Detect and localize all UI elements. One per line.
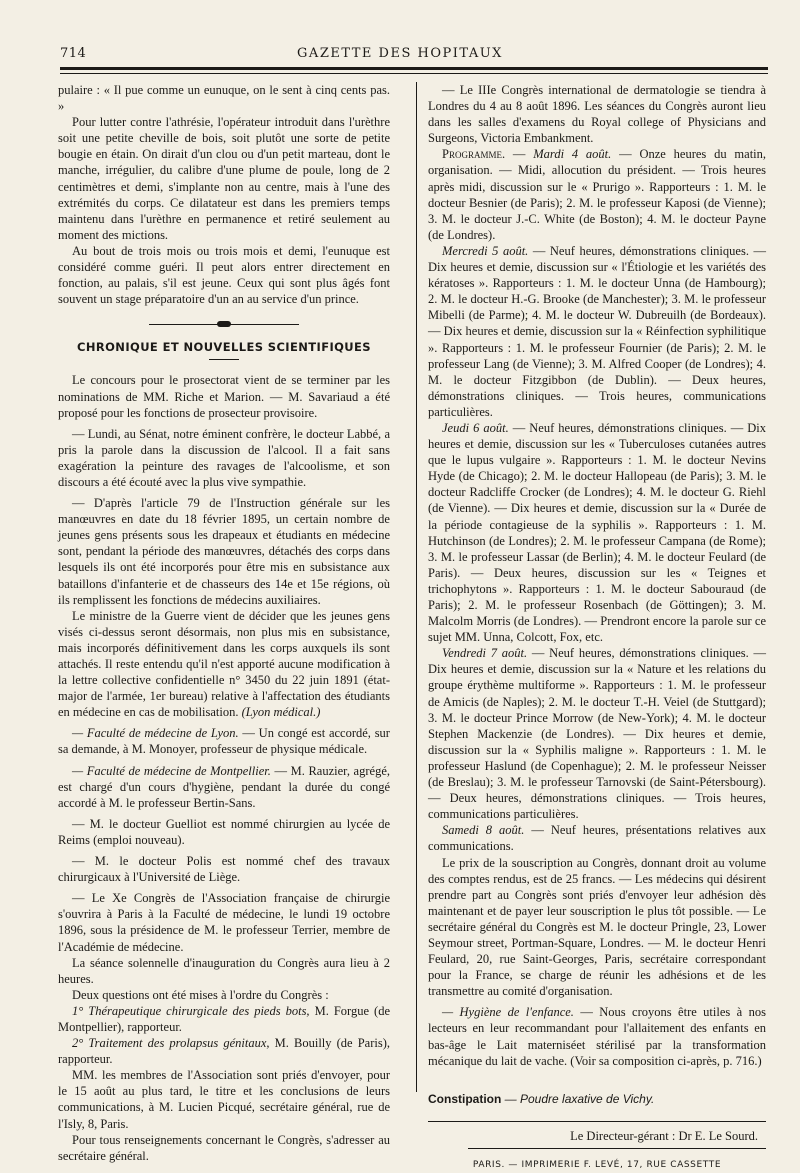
paragraph: — Le IIIe Congrès international de dermatologie se tiendra à Londres du 4 au 8 août 1896. Les séances du Congrès auront lieu dans les salles d'examens du Royal college of Physicians and Surgeons, Victoria Embankment. — [428, 83, 766, 146]
question-title: 2° Traitement des prolapsus génitaux, — [72, 1036, 270, 1051]
program-label: Programme. — [442, 147, 506, 162]
paragraph — [58, 608, 390, 721]
notice-rule — [428, 1121, 766, 1122]
news-title: — Faculté de médecine de Lyon. — [72, 726, 239, 741]
paragraph-text: — Neuf heures, présentations relatives aux communications. — [428, 823, 766, 854]
paragraph-text: M. Forgue (de Montpellier), rapporteur. — [58, 1003, 390, 1034]
paragraph-text: M. Bouilly (de Paris), rapporteur. — [58, 1036, 390, 1067]
paragraph-text: Le ministre de la Guerre vient de décider que les jeunes gens visés ci-dessus seront désormais, non plus mis en subsistance, mais incorporés définitivement dans les corps auxquels ils sont attachés. Il reste entendu qu'il n'est apporté aucune modification à la lettre collective confidentielle n° 3450 du 22 juin 1891 (état-major de l'armée, 1er bureau) relative à l'affectation des étudiants en médecine en cas de mobilisation. — [58, 608, 390, 720]
program-day: Jeudi 6 août. — [442, 420, 509, 435]
section-title: CHRONIQUE ET NOUVELLES SCIENTIFIQUES — [77, 340, 371, 355]
notice-keyword: Constipation — [428, 1091, 502, 1106]
paragraph: pulaire : « Il pue comme un eunuque, on le sent à cinq cents pas. » — [58, 83, 390, 114]
director-signature: Le Directeur-gérant : Dr E. Le Sourd. — [570, 1128, 758, 1143]
paragraph: Pour lutter contre l'athrésie, l'opérateur introduit dans l'urèthre soit une petite cheville de bois, soit plutôt une sorte de petite bougie en étain. On dirait d'un clou ou d'un petit marteau, dont le manche, irrégulier, du calibre d'une plume de poule, long de 2 centimètres et demi, s'implante non au centre, mais à l'une des extrémités du corps. Ce dilatateur est dans les premiers temps maintenu dans l'urèthre en permanence et retiré seulement au moment des mictions. — [58, 115, 390, 242]
paragraph — [428, 420, 766, 645]
source-citation: (Lyon médical.) — [241, 705, 321, 720]
printer-imprint: PARIS. — IMPRIMERIE F. LEVÉ, 17, RUE CASSETTE — [472, 1159, 722, 1170]
header-rule-thin — [60, 73, 768, 74]
notice-text: — Poudre laxative de Vichy. — [501, 1091, 655, 1106]
program-day: Mercredi 5 août. — [442, 243, 529, 258]
paragraph: Pour tous renseignements concernant le Congrès, s'adresser au secrétaire général. — [58, 1132, 390, 1163]
question-title: 1° Thérapeutique chirurgicale des pieds bots, — [72, 1003, 310, 1018]
paragraph-text: — Onze heures du matin, organisation. — Midi, allocution du président. — Trois heures après midi, discussion sur le « Prurigo ». Rapporteurs : 1. M. le docteur Besnier (de Paris); 2. M. le professeur Kaposi (de Vienne); 3. M. le docteur J.-C. White (de Boston); 4. M. le docteur Payne (de Londres). — [428, 147, 767, 242]
paragraph — [428, 243, 766, 420]
paragraph: Le concours pour le prosectorat vient de se terminer par les nominations de MM. Riche et Marion. — M. Savariaud a été proposé pour les fonctions de prosecteur provisoire. — [58, 373, 390, 420]
paragraph — [428, 1004, 766, 1068]
section-rule — [209, 359, 239, 360]
paragraph-text: — M. Rauzier, agrégé, est chargé d'un cours d'hygiène, pendant la durée du congé accordé à M. le professeur Bertin-Sans. — [58, 763, 390, 810]
paragraph — [58, 1003, 390, 1035]
paragraph-text: — Un congé est accordé, sur sa demande, à M. Monoyer, professeur de physique médicale. — [58, 726, 390, 757]
paragraph-text: — Neuf heures, démonstrations cliniques. — Dix heures et demie, discussion sur la « Nature et les relations du groupe érythème multiforme ». Rapporteurs : 1. M. le professeur de Amicis (de Naples); 2. M. le docteur T.-H. Veiel (de Stuttgard); 3. M. le docteur Prince Morrow (de New-York); 4. M. le docteur Stephen Mackenzie (de Londres). — Dix heures et demie, discussion sur la « Syphilis maligne ». Rapporteurs : 1. M. le professeur Haslund (de Copenhague); 2. M. le professeur Neisser (de Breslau); 3. M. le professeur Tarnovski (de Saint-Pétersbourg). — Deux heures, démonstrations cliniques. — Trois heures, communications particulières. — [428, 646, 766, 822]
right-column — [428, 82, 766, 1173]
column-divider — [416, 82, 417, 1092]
program-day: Vendredi 7 août. — [442, 646, 528, 661]
paragraph-text: — Neuf heures, démonstrations cliniques. — Dix heures et demie, discussion sur les « Tuberculoses cutanées autres que le lupus vulgaire ». Rapporteurs : 1. M. le docteur Nevins Hyde (de Chicago); 2. M. le docteur Hallopeau (de Paris); 3. M. le docteur Radcliffe Crocker (de Londres); 4. M. le docteur G. Riehl (de Vienne). — Dix heures et demie, discussion sur la « Durée de la période contagieuse de la syphilis ». Rapporteurs : 1. M. Hutchinson (de Londres); 2. M. le professeur Campana (de Rome); 3. M. le professeur Lassar (de Berlin); 4. M. le docteur Feulard (de Paris). — Deux heures, discussion sur les « Teignes et trichophytons ». Rapporteurs : 1. M. le docteur Sabouraud (de Paris); 2. M. le professeur Rosenbach (de Göttingen); 3. M. Malcolm Morris (de Londres). — Prendront encore la parole sur ce sujet MM. Unna, Colcott, Fox, etc. — [428, 420, 766, 645]
running-head: GAZETTE DES HOPITAUX — [297, 46, 503, 61]
program-day: Samedi 8 août. — [442, 823, 525, 838]
paragraph: MM. les membres de l'Association sont priés d'envoyer, pour le 15 août au plus tard, le titre et les conclusions de leurs communications, à M. Lucien Picqué, secrétaire général, rue de l'Isly, 8, Paris. — [58, 1068, 390, 1131]
paragraph — [58, 725, 390, 757]
paragraph — [58, 1035, 390, 1067]
paragraph: — Lundi, au Sénat, notre éminent confrère, le docteur Labbé, a pris la parole dans la discussion de l'alcool. Il a fait sans exagération la peinture des ravages de l'alcoolisme, et son discours a été écouté avec la plus vive sympathie. — [58, 426, 390, 489]
paragraph — [428, 645, 766, 822]
paragraph: Deux questions ont été mises à l'ordre du Congrès : — [72, 987, 329, 1002]
paragraph — [428, 822, 766, 854]
news-title: — Hygiène de l'enfance. — [442, 1005, 574, 1020]
advertisement-notice — [428, 1091, 766, 1107]
paragraph: — D'après l'article 79 de l'Instruction générale sur les manœuvres en date du 18 février 1895, un certain nombre de jeunes gens présents sous les drapeaux et étudiants en médecine sont, pendant la période des manœuvres, détachés des corps dans lesquels ils ont été incorporés pour être mis en subsistance aux bataillons d'infanterie et de chasseurs des 14e et 15e régions, où ils remplissent les fonctions de médecins auxiliaires. — [58, 496, 390, 607]
paragraph — [58, 763, 390, 811]
program-day: Mardi 4 août. — [533, 147, 612, 162]
paragraph: Au bout de trois mois ou trois mois et demi, l'eunuque est considéré comme guéri. Il peut alors entrer directement en fonction, au palais, s'il est jeune. Ceux qui sont plus âgés font souvent un stage préparatoire d'un an au service d'un prince. — [58, 243, 390, 307]
paragraph-text: — Nous croyons être utiles à nos lecteurs en leur recommandant pour l'allaitement des enfants en bas-âge le Lait materniséet stérilisé par la transformation mécanique du lait de vache. (Voir sa composition ci-après, p. 716.) — [428, 1005, 766, 1068]
paragraph: — Le Xe Congrès de l'Association française de chirurgie s'ouvrira à Paris à la Faculté de médecine, le lundi 19 octobre 1896, sous la présidence de M. le professeur Terrier, membre de l'Académie de médecine. — [58, 891, 390, 954]
paragraph: — M. le docteur Polis est nommé chef des travaux chirurgicaux à l'Université de Liège. — [58, 854, 390, 885]
news-title: — Faculté de médecine de Montpellier. — [72, 763, 271, 778]
header-rule-thick — [60, 67, 768, 70]
page-number: 714 — [60, 46, 87, 61]
paragraph: Programme. — Mardi 4 août. — Onze heures du matin, organisation. — Midi, allocution du président. — Trois heures après midi, discussion sur le « Prurigo ». Rapporteurs : 1. M. le docteur Besnier (de Paris); 2. M. le professeur Kaposi (de Vienne); 3. M. le docteur J.-C. White (de Boston); 4. M. le docteur Payne (de Londres). — [428, 147, 767, 242]
left-column — [58, 82, 390, 1164]
ornament-divider — [149, 321, 299, 329]
director-rule — [468, 1148, 766, 1149]
paragraph: Le prix de la souscription au Congrès, donnant droit au volume des comptes rendus, est de 25 francs. — Les médecins qui désirent prendre part au Congrès sont priés d'envoyer leur adhésion dès maintenant et de payer leur souscription le plus tôt possible. — Le secrétaire général du Congrès est M. le docteur Pringle, 23, Lower Seymour street, Portman-Square, Londres. — M. le docteur Henri Feulard, 20, rue Saint-Georges, Paris, secrétaire correspondant pour la France, se charge de réunir les adhésions et de les transmettre au comité d'organisation. — [428, 855, 766, 999]
paragraph: La séance solennelle d'inauguration du Congrès aura lieu à 2 heures. — [58, 955, 390, 986]
paragraph: — M. le docteur Guelliot est nommé chirurgien au lycée de Reims (emploi nouveau). — [58, 816, 390, 847]
paragraph-text: — Neuf heures, démonstrations cliniques. — Dix heures et demie, discussion sur « l'Étiologie et les variétés des kératoses ». Rapporteurs : 1. M. le docteur Unna (de Hambourg); 2. M. le docteur H.-G. Brooke (de Manchester); 3. M. le professeur Mibelli (de Parme); 4. M. le docteur W. Dubreuilh (de Bordeaux). — Dix heures et demie, discussion sur la « Réinfection syphilitique ». Rapporteurs : 1. M. le professeur Fournier (de Paris); 2. M. le professeur Lang (de Vienne); 3. M. Alfred Cooper (de Londres); 4. M. le docteur Fitzgibbon (de Dublin). — Deux heures, démonstrations cliniques. — Trois heures, communications particulières. — [428, 243, 766, 419]
